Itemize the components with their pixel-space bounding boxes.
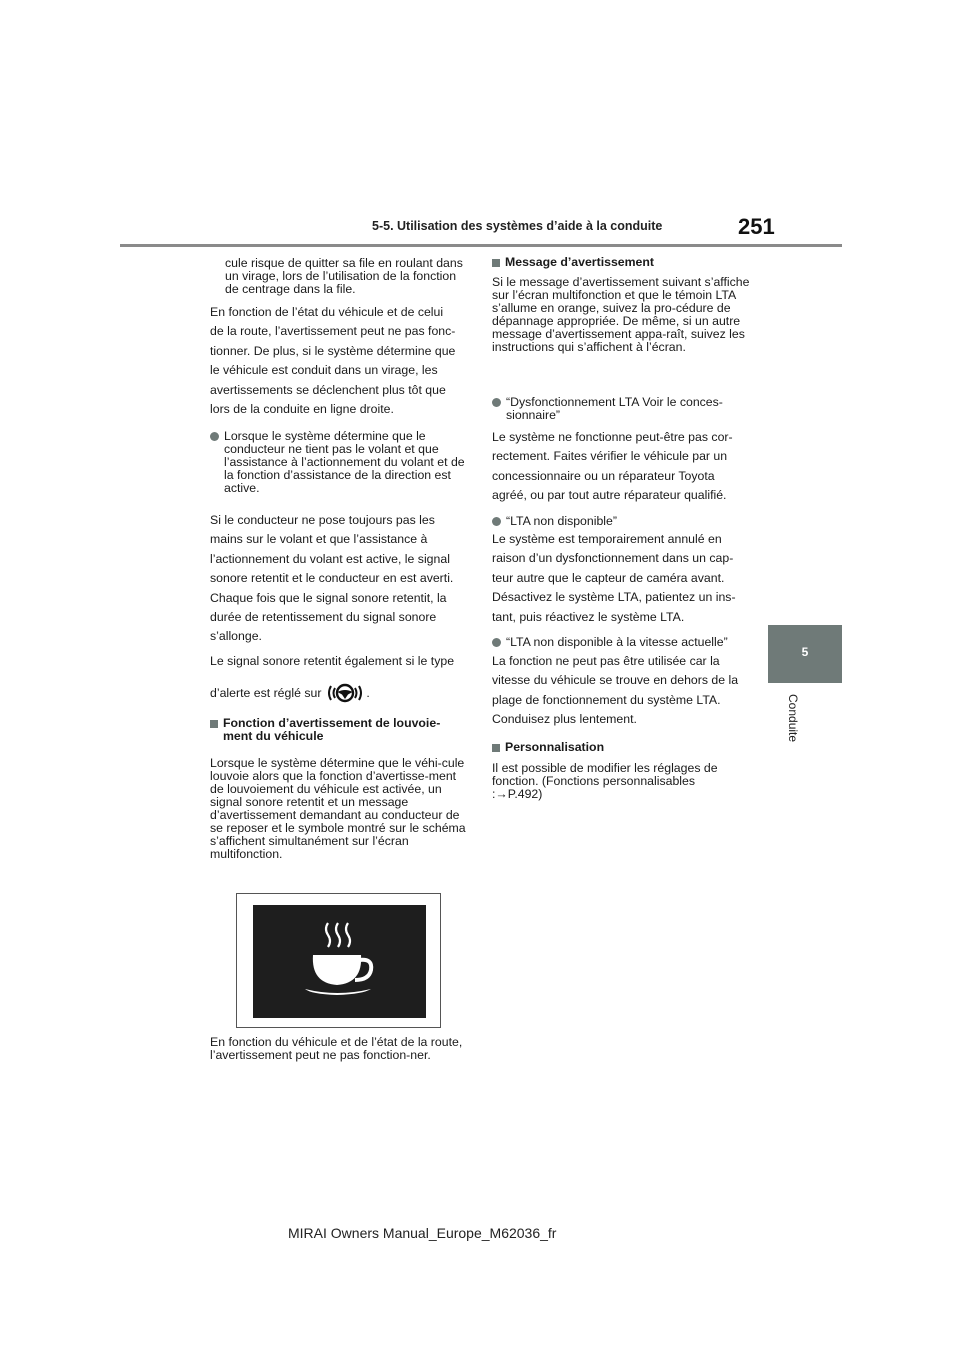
bullet-item [492, 636, 747, 649]
section-title: 5-5. Utilisation des systèmes d’aide à la conduite [372, 219, 663, 233]
text-line: agréé, ou par tout autre réparateur qualifié. [492, 488, 727, 503]
text-line: raison d’un dysfonctionnement dans un cap- [492, 551, 734, 566]
bullet-dot-icon [492, 398, 501, 407]
right-para-1 [492, 276, 754, 354]
heading-text: Fonction d’avertissement de louvoie-ment du véhicule [223, 716, 441, 743]
steering-wheel-vibration-icon [326, 682, 364, 704]
text-line: mains sur le volant et que l’assistance à [210, 532, 428, 547]
alert-type-line [210, 682, 470, 704]
bullet-item [492, 515, 747, 528]
left-para-2 [210, 511, 470, 647]
right-para-5 [492, 762, 742, 801]
section-heading [492, 741, 750, 754]
bullet-text: Lorsque le système détermine que le conducteur ne tient pas le volant et que l’assistance à l’actionnement du volant et de la fonction d’assistance de la direction est active. [224, 429, 465, 495]
coffee-cup-icon [253, 905, 426, 1018]
heading-square-icon [210, 720, 218, 728]
text-fragment: d’alerte est réglé sur [210, 685, 322, 700]
text-line: avertissements se déclenchent plus tôt que [210, 382, 446, 397]
chapter-number: 5 [801, 645, 809, 659]
text-line: Désactivez le système LTA, patientez un ins- [492, 590, 736, 605]
bullet-text: “LTA non disponible” [506, 514, 617, 528]
footer-text: MIRAI Owners Manual_Europe_M62036_fr [288, 1225, 557, 1241]
bullet-dot-icon [210, 432, 219, 441]
left-para-1 [210, 303, 470, 419]
figure-caption [210, 1036, 468, 1062]
text-line: La fonction ne peut pas être utilisée car la [492, 654, 720, 668]
chapter-label-text: Conduite [786, 694, 800, 743]
heading-square-icon [492, 259, 500, 267]
header-rule [120, 244, 842, 247]
text-line: tant, puis réactivez le système LTA. [492, 609, 685, 624]
text-line: Chaque fois que le signal sonore retentit, la [210, 590, 447, 605]
text-line: Le système ne fonctionne peut-être pas cor- [492, 430, 733, 444]
text-fragment: . [366, 685, 370, 700]
left-para-4 [210, 757, 468, 861]
paragraph: Lorsque le système détermine que le véhi-cule louvoie alors que la fonction d’avertisse-ment de louvoiement du véhicule est activée, un signal sonore retentit et un message d’avertissement demandant au conducteur de se reposer et le symbole montré sur le schéma s’affichent simultanément sur l’écran multifonction. [210, 756, 466, 861]
heading-text: Message d’avertissement [505, 255, 655, 269]
bullet-dot-icon [492, 517, 501, 526]
right-para-4 [492, 652, 754, 730]
text-line: lors de la conduite en ligne droite. [210, 402, 394, 417]
text-line: teur autre que le capteur de caméra avant. [492, 570, 725, 585]
text-line: plage de fonctionnement du système LTA. [492, 692, 721, 707]
bullet-dot-icon [492, 638, 501, 647]
text-line: Conduisez plus lentement. [492, 712, 637, 727]
heading-square-icon [492, 744, 500, 752]
text-line: le véhicule est conduit dans un virage, les [210, 363, 438, 378]
section-heading [492, 256, 750, 269]
bullet-item [492, 396, 747, 422]
bullet-text: “LTA non disponible à la vitesse actuelle” [506, 635, 728, 649]
bullet-item [210, 430, 465, 495]
paragraph: Il est possible de modifier les réglages de fonction. (Fonctions personnalisables :→P.492) [492, 761, 718, 801]
text-line: rectement. Faites vérifier le véhicule par un [492, 449, 728, 464]
caption-text: En fonction du véhicule et de l’état de la route, l’avertissement peut ne pas fonction-ner. [210, 1035, 463, 1062]
right-para-3 [492, 530, 754, 627]
text-line: s’allonge. [210, 629, 262, 644]
text-line: En fonction de l’état du véhicule et de celui [210, 305, 444, 319]
multi-display-screen [253, 905, 426, 1018]
heading-text: Personnalisation [505, 740, 605, 754]
left-para-3 [210, 655, 470, 668]
text-line: Le signal sonore retentit également si le type [210, 654, 455, 668]
continued-text [225, 257, 465, 296]
continued-paragraph: cule risque de quitter sa file en roulant dans un virage, lors de l’utilisation de la fonction de centrage dans la file. [225, 256, 463, 296]
paragraph: Si le message d’avertissement suivant s’affiche sur l’écran multifonction et que le témoin LTA s’allume en orange, suivez la pro-cédure de dépannage appropriée. De même, si un autre message d’avertissement appa-raît, suivez les instructions qui s’affichent à l’écran. [492, 275, 750, 354]
text-line: Le système est temporairement annulé en [492, 532, 722, 546]
bullet-text: “Dysfonctionnement LTA Voir le conces-sionnaire” [506, 395, 723, 422]
right-para-2 [492, 428, 754, 506]
text-line: concessionnaire ou un réparateur Toyota [492, 468, 715, 483]
text-line: durée de retentissement du signal sonore [210, 610, 437, 625]
page-number: 251 [738, 214, 775, 239]
text-line: tionner. De plus, si le système détermine que [210, 343, 456, 358]
section-heading [210, 717, 468, 743]
text-line: vitesse du véhicule se trouve en dehors de la [492, 673, 739, 688]
text-line: Si le conducteur ne pose toujours pas les [210, 513, 435, 527]
text-line: sonore retentit et le conducteur en est averti. [210, 571, 454, 586]
text-line: l’actionnement du volant est active, le signal [210, 551, 450, 566]
text-line: de la route, l’avertissement peut ne pas fonc- [210, 324, 456, 339]
chapter-label [786, 694, 802, 754]
